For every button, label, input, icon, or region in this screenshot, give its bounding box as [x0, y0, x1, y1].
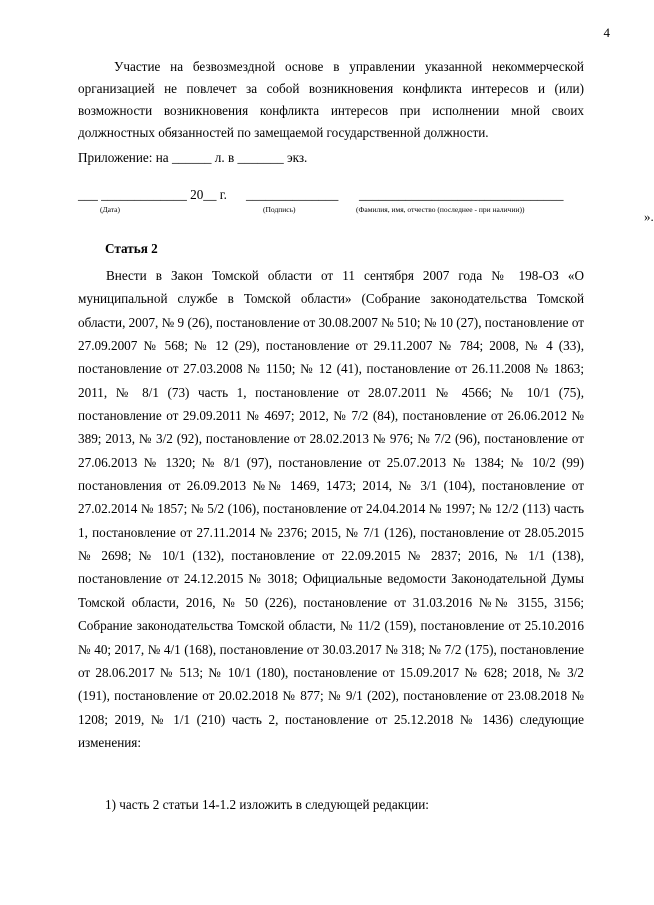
date-caption: (Дата) [100, 205, 120, 214]
amendment-item-1: 1) часть 2 статьи 14-1.2 изложить в следующей редакции: [105, 797, 429, 812]
signature-caption: (Подпись) [263, 205, 296, 214]
signature-block [78, 187, 654, 227]
intro-paragraph: Участие на безвозмездной основе в управлении указанной некоммерческой организацией не повлечет за собой возникновения конфликта интересов и (или) возможности возникновения конфликта интересов при исполнении мной своих должностных обязанностей по замещаемой государственной должности. [78, 59, 584, 140]
name-caption: (Фамилия, имя, отчество (последнее - при наличии)) [356, 205, 525, 214]
page-number: 4 [603, 25, 610, 40]
name-blank: _______________________________ [359, 187, 564, 202]
signature-blank: ______________ [246, 187, 339, 202]
date-blank: ___ _____________ 20__ г. [78, 187, 227, 202]
article-body: Внести в Закон Томской области от 11 сентября 2007 года № 198-ОЗ «О муниципальной службе в Томской области» (Собрание законодательства Томской области, 2007, № 9 (26), постановление от 30.08.2007 № 510; № 10 (27), постановление от 27.09.2007 № 568; № 12 (29), постановление от 29.11.2007 № 784; 2008, № 4 (33), постановление от 27.03.2008 № 1150; № 12 (41), постановление от 26.11.2008 № 1863; 2011, № 8/1 (73) часть 1, постановление от 28.07.2011 № 4566; № 10/1 (75), постановление от 29.09.2011 № 4697; 2012, № 7/2 (84), постановление от 26.06.2012 № 389; 2013, № 3/2 (92), постановление от 28.02.2013 № 976; № 7/2 (96), постановление от 27.06.2013 № 1320; № 8/1 (97), постановление от 25.07.2013 № 1384; № 10/2 (99) постановления от 26.09.2013 №№ 1469, 1473; 2014, № 3/1 (104), постановление от 27.02.2014 № 1857; № 5/2 (106), постановление от 24.04.2014 № 1997; № 12/2 (113) часть 1, постановление от 27.11.2014 № 2376; 2015, № 7/1 (126), постановление от 28.05.2015 № 2698; № 10/1 (132), постановление от 22.09.2015 № 2837; 2016, № 1/1 (138), постановление от 24.12.2015 № 3018; Официальные ведомости Законодательной Думы Томской области, 2016, № 50 (226), постановление от 31.03.2016 №№ 3155, 3156; Собрание законодательства Томской области, № 11/2 (159), постановление от 25.10.2016 № 40; 2017, № 4/1 (168), постановление от 30.03.2017 № 318; № 7/2 (175), постановление от 28.06.2017 № 513; № 10/1 (180), постановление от 15.09.2017 № 628; 2018, № 3/2 (191), постановление от 20.02.2018 № 877; № 9/1 (202), постановление от 23.08.2018 № 1208; 2019, № 1/1 (210) часть 2, постановление от 25.12.2018 № 1436) следующие изменения: [78, 268, 584, 750]
closing-mark: ». [644, 209, 654, 224]
article-title: Статья 2 [105, 241, 158, 256]
attachment-line: Приложение: на ______ л. в _______ экз. [78, 150, 308, 165]
